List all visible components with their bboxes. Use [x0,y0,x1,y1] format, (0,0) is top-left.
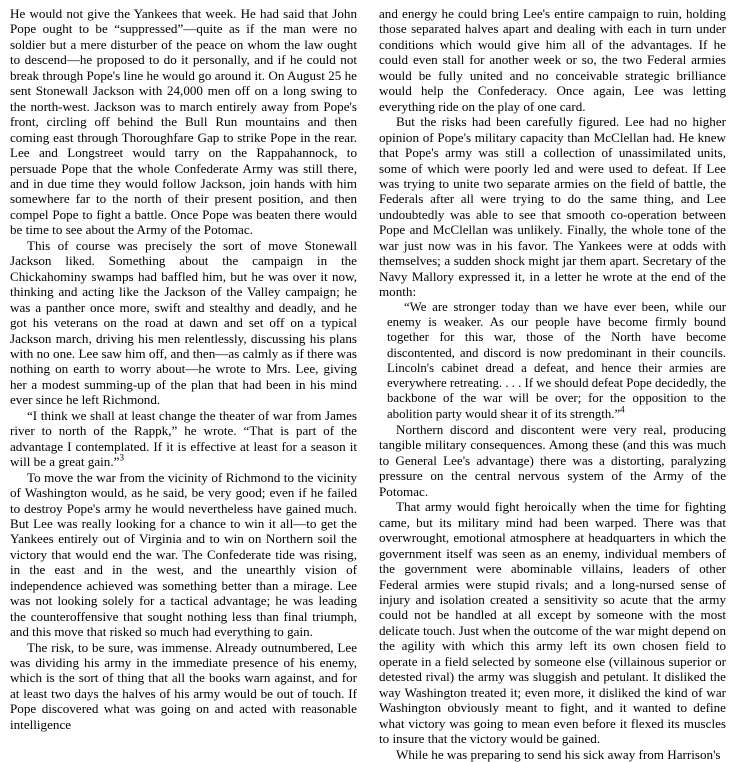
footnote-marker: 3 [119,452,124,463]
paragraph: Northern discord and discontent were very real, producing tangible military consequences. Among these (and this was much to General Lee's advantage) there was a distorting, paralyzing pressure on the central nervous system of the Army of the Potomac. [379,421,726,499]
block-quote [387,300,726,422]
left-column [10,6,357,732]
paragraph [10,408,357,470]
two-column-layout [10,6,741,762]
right-column [379,6,726,762]
paragraph-text: “I think we shall at least change the theater of war from James river to north of the Rappk,” he wrote. “That is part of the advantage I contemplated. If it is effective at least for a season it will be a great gain.” [10,407,357,470]
paragraph: To move the war from the vicinity of Richmond to the vicinity of Washington would, as he said, be very good; even if he failed to destroy Pope's army he would nevertheless have gained much. But Lee was really looking for a chance to win it all—to get the Yankees entirely out of Virginia and to win on Northern soil the victory that would end the war. The Confederate tide was rising, in the east and in the west, and the unearthly vision of independence achieved was something better than a mirage. Lee was not looking solely for a tactical advantage; he was leading the counteroffensive that sought nothing less than final triumph, and this move that risked so much had everything to gain. [10,469,357,640]
paragraph: The risk, to be sure, was immense. Already outnumbered, Lee was dividing his army in the immediate presence of his enemy, which is the sort of thing that all the books warn against, and for at least two days the halves of his army would be out of touch. If Pope discovered what was going on and acted with reasonable intelligence [10,639,357,732]
paragraph: This of course was precisely the sort of move Stonewall Jackson liked. Something about the campaign in the Chickahominy swamps had baffled him, but he was over it now, thinking and acting like the Jackson of the Valley campaign; he was a panther once more, swift and stealthy and deadly, and he got his veterans on the road at dawn and set off on a typical Jackson march, driving his men relentlessly, discussing his plans with no one. Lee saw him off, and then—as calmly as if there was nothing on earth to worry about—he wrote to Mrs. Lee, giving her a modest summing-up of the plan that had been in his mind ever since he left Richmond. [10,237,357,408]
paragraph: and energy he could bring Lee's entire campaign to ruin, holding those separated halves apart and dealing with each in turn under conditions which would give him all of the advantages. If he could even stall for another week or so, the two Federal armies would be fully united and no conceivable strategic brilliance would help the Confederacy. Once again, Lee was letting everything ride on the play of one card. [379,6,726,114]
paragraph: While he was preparing to send his sick away from Harrison's [396,746,721,762]
footnote-marker: 4 [620,404,625,415]
paragraph: But the risks had been carefully figured. Lee had no higher opinion of Pope's military capacity than McClellan had. He knew that Pope's army was still a collection of unassimilated units, some of which were poorly led and were used to defeat. If Lee was trying to unite two separate armies on the field of battle, the Federals after all were trying to do the same thing, and Lee undoubtedly was able to see that smooth co-operation between Pope and McClellan was unlikely. Finally, the whole tone of the war just now was in his favor. The Yankees were at odds with themselves; a sudden shock might jar them apart. Secretary of the Navy Mallory expressed it, in a letter he wrote at the end of the month: [379,114,726,300]
paragraph: He would not give the Yankees that week. He had said that John Pope ought to be “suppressed”—quite as if the man were no soldier but a mere disturber of the peace on whom the law ought to descend—he proposed to do it personally, and if he could not break through Pope's line he would go around it. On August 25 he sent Stonewall Jackson with 24,000 men off on a long swing to the north-west. Jackson was to march entirely away from Pope's front, circling off behind the Bull Run mountains and then coming east through Thoroughfare Gap to strike Pope in the rear. Lee and Longstreet would tarry on the Rappahannock, to persuade Pope that the whole Confederate Army was still there, and in due time they would follow Jackson, join hands with him somewhere far to the north of their present position, and then compel Pope to fight a battle. Once Pope was beaten there would be time to see about the Army of the Potomac. [10,6,357,238]
quote-text: “We are stronger today than we have ever been, while our enemy is weaker. As our people have become firmly bound together for this war, those of the North have become discontented, and discord is now predominant in their councils. Lincoln's cabinet dread a defeat, and hence their armies are everywhere retreating. . . . If we should defeat Pope decidedly, the backbone of the war will be over; for the opposition to the abolition party would shear it of its strength.” [387,299,726,421]
paragraph: That army would fight heroically when the time for fighting came, but its military mind had been warped. There was that overwrought, emotional atmosphere at headquarters in which the government itself was seen as an enemy, individual members of the government were abominable villains, leaders of other Federal armies were stupid rivals; and a long-nursed sense of injury and isolation created a sensitivity so acute that the army could not be handled at all except by someone with the most delicate touch. Just when the outcome of the war might depend on the agility with which this army left its own chosen field to operate in a field selected by someone else (villainous superior or detested rival) the army was sluggish and petulant. It disliked the way Washington treated it; even more, it disliked the kind of war Washington obviously meant to fight, and it wanted to define what victory was going to mean even before it flexed its muscles to insure that the victory would be gained. [379,499,726,747]
